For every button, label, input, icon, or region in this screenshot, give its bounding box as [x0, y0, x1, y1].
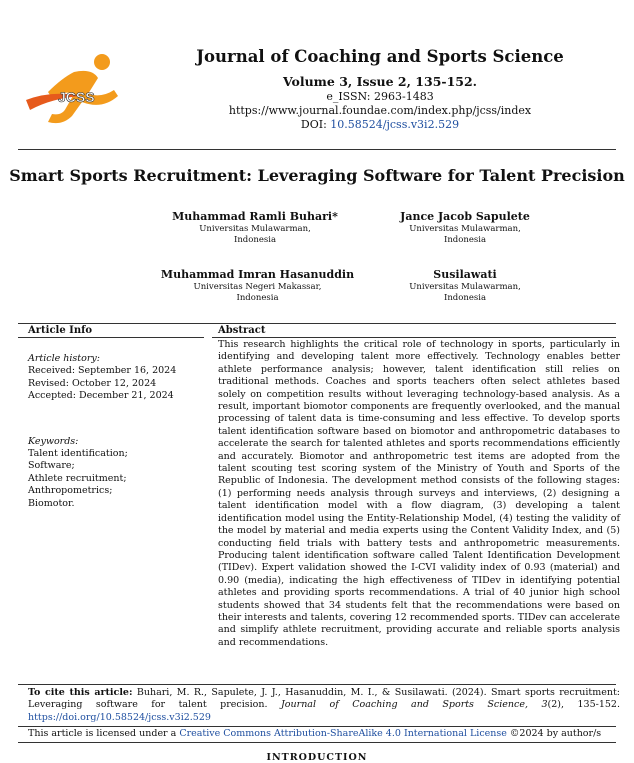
author-country: Indonesia — [233, 235, 277, 245]
author-country: Indonesia — [443, 235, 487, 245]
journal-header — [190, 46, 570, 132]
received-date: Received: September 16, 2024 — [28, 365, 177, 376]
author-1 — [160, 210, 350, 246]
info-top-rule — [18, 323, 616, 324]
introduction-heading: INTRODUCTION — [266, 752, 368, 763]
cite-label: To cite this article: — [28, 687, 133, 698]
keyword: Anthropometrics; — [28, 485, 113, 496]
keyword: Talent identification; — [28, 447, 128, 459]
author-name: Muhammad Ramli Buhari* — [172, 210, 338, 223]
doi-label: DOI: — [300, 118, 331, 131]
abstract-section — [218, 325, 620, 649]
logo-text: JCSS — [58, 89, 95, 105]
author-country: Indonesia — [236, 293, 279, 303]
article-info — [28, 325, 208, 510]
license-link[interactable]: Creative Commons Attribution-ShareAlike 4.0 International License — [179, 728, 507, 739]
author-4 — [380, 268, 550, 304]
cite-tail: (2), 135-152. — [547, 699, 620, 711]
license-line — [28, 728, 620, 740]
keyword: Software; — [28, 460, 75, 471]
author-3 — [155, 268, 360, 304]
jcss-logo — [22, 50, 130, 132]
author-country: Indonesia — [443, 293, 487, 303]
citation — [28, 687, 620, 724]
journal-doi-line — [190, 118, 570, 132]
abstract-text: This research highlights the critical role of technology in sports, particularly in identifying and developing talent more effectively. Technology enables better athlete performance analysis; however, talent identification still relies on traditional methods. Coaches and sports teachers often select athletes based solely on competition results without leveraging technology-based analysis. As a result, important biomotor components are frequently overlooked, and the manual processing of talent data is time-consuming and less effective. To develop sports talent identification software based on biomotor and anthropometric databases to accelerate the search for talented athletes and sports recommendations efficiently and accurately. Biomotor and anthropometric test items are adopted from the talent scouting test scoring system of the Ministry of Youth and Sports of the Republic of Indonesia. The development method consists of the following stages: (1) performing needs analysis through surveys and interviews, (2) designing a talent identification model with a flow diagram, (3) developing a talent identification model using the Entity-Relationship Model, (4) testing the validity of the model by material and media experts using the Content Validity Index, and (5) conducting field trials with battery tests and anthropometric measurements. Producing talent identification software called Talent Identification Development (TIDev). Expert validation showed the I-CVI validity index of 0.93 (material) and 0.90 (media), indicating the high effectiveness of TIDev in identifying potential athletes and providing sports recommendations. A trial of 40 junior high school students showed that 34 students felt that the recommendations were based on their interests and talents, covering 12 recommended sports. TIDev can accelerate and simplify athlete recruitment, providing accurate and reliable sports analysis and recommendations. — [218, 339, 620, 648]
article-info-heading: Article Info — [28, 325, 93, 336]
cite-journal: Journal of Coaching and Sports Science, 3 — [281, 699, 548, 711]
author-2 — [380, 210, 550, 246]
license-prefix: This article is licensed under a — [28, 728, 180, 739]
license-top-rule — [18, 726, 616, 727]
journal-volume: Volume 3, Issue 2, 135-152. — [282, 74, 478, 89]
author-name: Susilawati — [433, 268, 497, 281]
author-name: Muhammad Imran Hasanuddin — [160, 268, 355, 281]
license-bottom-rule — [18, 742, 616, 743]
keyword: Biomotor. — [28, 497, 75, 509]
author-affiliation: Universitas Mulawarman, — [199, 224, 311, 234]
author-affiliation: Universitas Mulawarman, — [409, 224, 521, 234]
license-suffix: ©2024 by author/s — [506, 728, 602, 739]
logo-head — [94, 54, 110, 70]
cite-doi-link[interactable]: https://doi.org/10.58524/jcss.v3i2.529 — [28, 711, 211, 723]
history-label: Article history: — [28, 353, 100, 364]
keywords-label: Keywords: — [28, 435, 79, 447]
journal-title: Journal of Coaching and Sports Science — [196, 47, 564, 66]
keyword: Athlete recruitment; — [28, 472, 127, 484]
accepted-date: Accepted: December 21, 2024 — [28, 390, 174, 401]
abstract-heading: Abstract — [218, 325, 266, 336]
doi-link[interactable]: 10.58524/jcss.v3i2.529 — [330, 118, 460, 131]
cite-top-rule — [18, 684, 616, 685]
journal-url[interactable]: https://www.journal.foundae.com/index.php/jcss/index — [228, 104, 532, 117]
paper-title: Smart Sports Recruitment: Leveraging Software for Talent Precision — [9, 166, 625, 185]
revised-date: Revised: October 12, 2024 — [28, 377, 157, 389]
cite-text: Buhari, M. R., Sapulete, J. J., Hasanuddin, M. I., & Susilawati. (2024). Smart sports recruitment: Leveraging software for talent precision. — [28, 687, 620, 711]
author-affiliation: Universitas Mulawarman, — [409, 282, 521, 292]
author-affiliation: Universitas Negeri Makassar, — [193, 282, 322, 292]
header-rule — [18, 149, 616, 150]
author-name: Jance Jacob Sapulete — [400, 210, 530, 223]
journal-issn: e_ISSN: 2963-1483 — [326, 90, 434, 103]
